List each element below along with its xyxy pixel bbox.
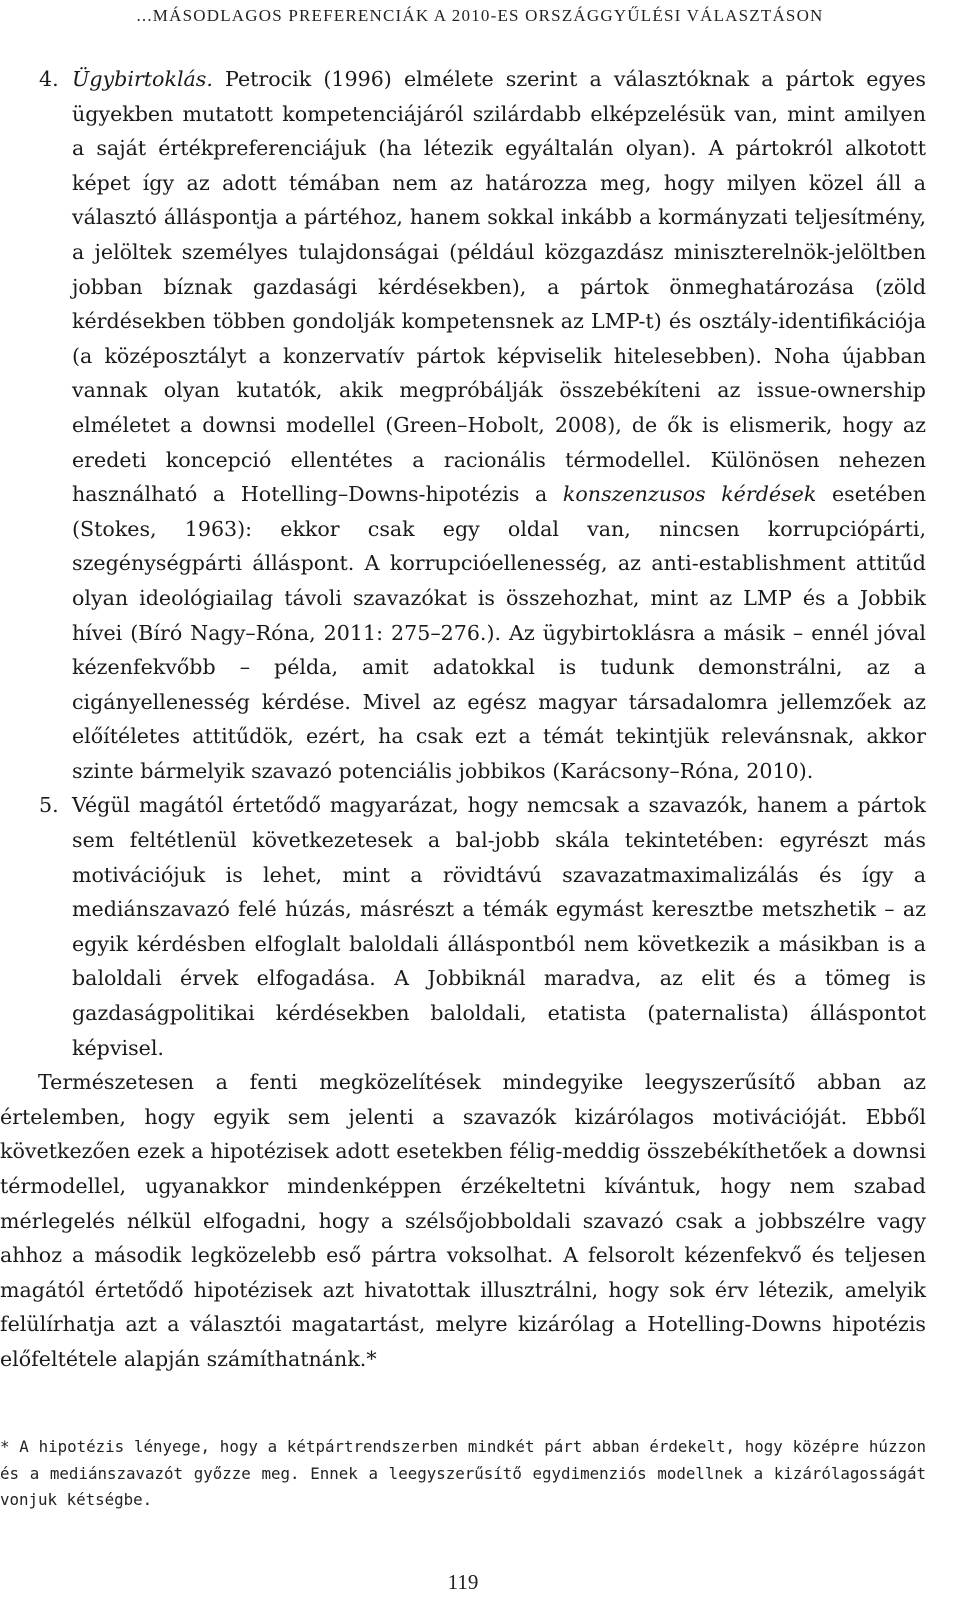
list-item-number: 4.: [39, 67, 59, 91]
page-number: 119: [447, 1570, 479, 1594]
footnote: * A hipotézis lényege, hogy a kétpártrendszerben mindkét párt abban érdekelt, hogy középre húzzon és a mediánszavazót győzze meg. Ennek a leegyszerűsítő egydimenziós modellnek a kizárólagosságát vonjuk kétségbe.: [0, 1437, 926, 1509]
list-item-4: [39, 62, 926, 788]
running-head: ...MÁSODLAGOS PREFERENCIÁK A 2010-ES ORSZÁGGYŰLÉSI VÁLASZTÁSON: [136, 6, 824, 25]
main-text: [0, 62, 926, 1377]
closing-paragraph: Természetesen a fenti megközelítések mindegyike leegyszerűsítő abban az értelemben, hogy egyik sem jelenti a szavazók kizárólagos motivációját. Ebből következően ezek a hipotézisek adott esetekben félig-meddig összebékíthetőek a downsi térmodellel, ugyanakkor mindenképpen érzékeltetni kívántuk, hogy nem szabad mérlegelés nélkül elfogadni, hogy a szélsőjobboldali szavazó csak a jobbszélre vagy ahhoz a második legközelebb eső pártra voksolhat. A felsorolt kézenfekvő és teljesen magától értetődő hipotézisek azt hivatottak illusztrálni, hogy sok érv létezik, amelyik felülírhatja azt a választói magatartást, melyre kizárólag a Hotelling-Downs hipotézis előfeltétele alapján számíthatnánk.*: [0, 1070, 926, 1371]
item-text-part-b: esetében (Stokes, 1963): ekkor csak egy oldal van, nincsen korrupciópárti, szegénységpárti álláspont. A korrupcióellenesség, az anti-establishment attitűd olyan ideológiailag távoli szavazókat is összehozhat, mint az LMP és a Jobbik hívei (Bíró Nagy–Róna, 2011: 275–276.). Az ügybirtoklásra a másik – ennél jóval kézenfekvőbb – példa, amit adatokkal is tudunk demonstrálni, az a cigányellenesség kérdése. Mivel az egész magyar társadalomra jellemzőek az előítéletes attitűdök, ezért, ha csak ezt a témát tekintjük relevánsnak, akkor szinte bármelyik szavazó potenciális jobbikos (Karácsony–Róna, 2010).: [72, 482, 926, 783]
item-text: Végül magától értetődő magyarázat, hogy nemcsak a szavazók, hanem a pártok sem feltétlenül következetesek a bal-jobb skála tekintetében: egyrészt más motivációjuk is lehet, mint a rövidtávú szavazatmaximalizálás és így a mediánszavazó felé húzás, másrészt a témák egymást keresztbe metszhetik – az egyik kérdésben elfoglalt baloldali álláspontból nem következik a másikban is a baloldali érvek elfogadása. A Jobbiknál maradva, az elit és a tömeg is gazdaságpolitikai kérdésekben baloldali, etatista (paternalista) álláspontot képvisel.: [72, 793, 926, 1060]
list-item-5: [39, 788, 926, 1065]
item-lead-italic: Ügybirtoklás.: [72, 67, 213, 91]
item-italic-term: konszenzusos kérdések: [562, 482, 817, 507]
item-text-part-a: Petrocik (1996) elmélete szerint a választóknak a pártok egyes ügyekben mutatott kompetenciájáról szilárdabb elképzelésük van, mint amilyen a saját értékpreferenciájuk (ha létezik egyáltalán olyan). A pártokról alkotott képet így az adott témában nem az határozza meg, hogy milyen közel áll a választó álláspontja a pártéhoz, hanem sokkal inkább a kormányzati teljesítmény, a jelöltek személyes tulajdonságai (például közgazdász miniszterelnök-jelöltben jobban bíznak gazdasági kérdésekben), a pártok önmeghatározása (zöld kérdésekben többen gondolják kompetensnek az LMP-t) és osztály-identifikációja (a középosztályt a konzervatív pártok képviselik hitelesebben). Noha újabban vannak olyan kutatók, akik megpróbálják összebékíteni az issue-ownership elméletet a downsi modellel (Green–Hobolt, 2008), de ők is elismerik, hogy az eredeti koncepció ellentétes a racionális térmodellel. Különösen nehezen használható a Hotelling–Downs-hipotézis a: [72, 67, 926, 507]
list-item-number: 5.: [39, 793, 59, 818]
